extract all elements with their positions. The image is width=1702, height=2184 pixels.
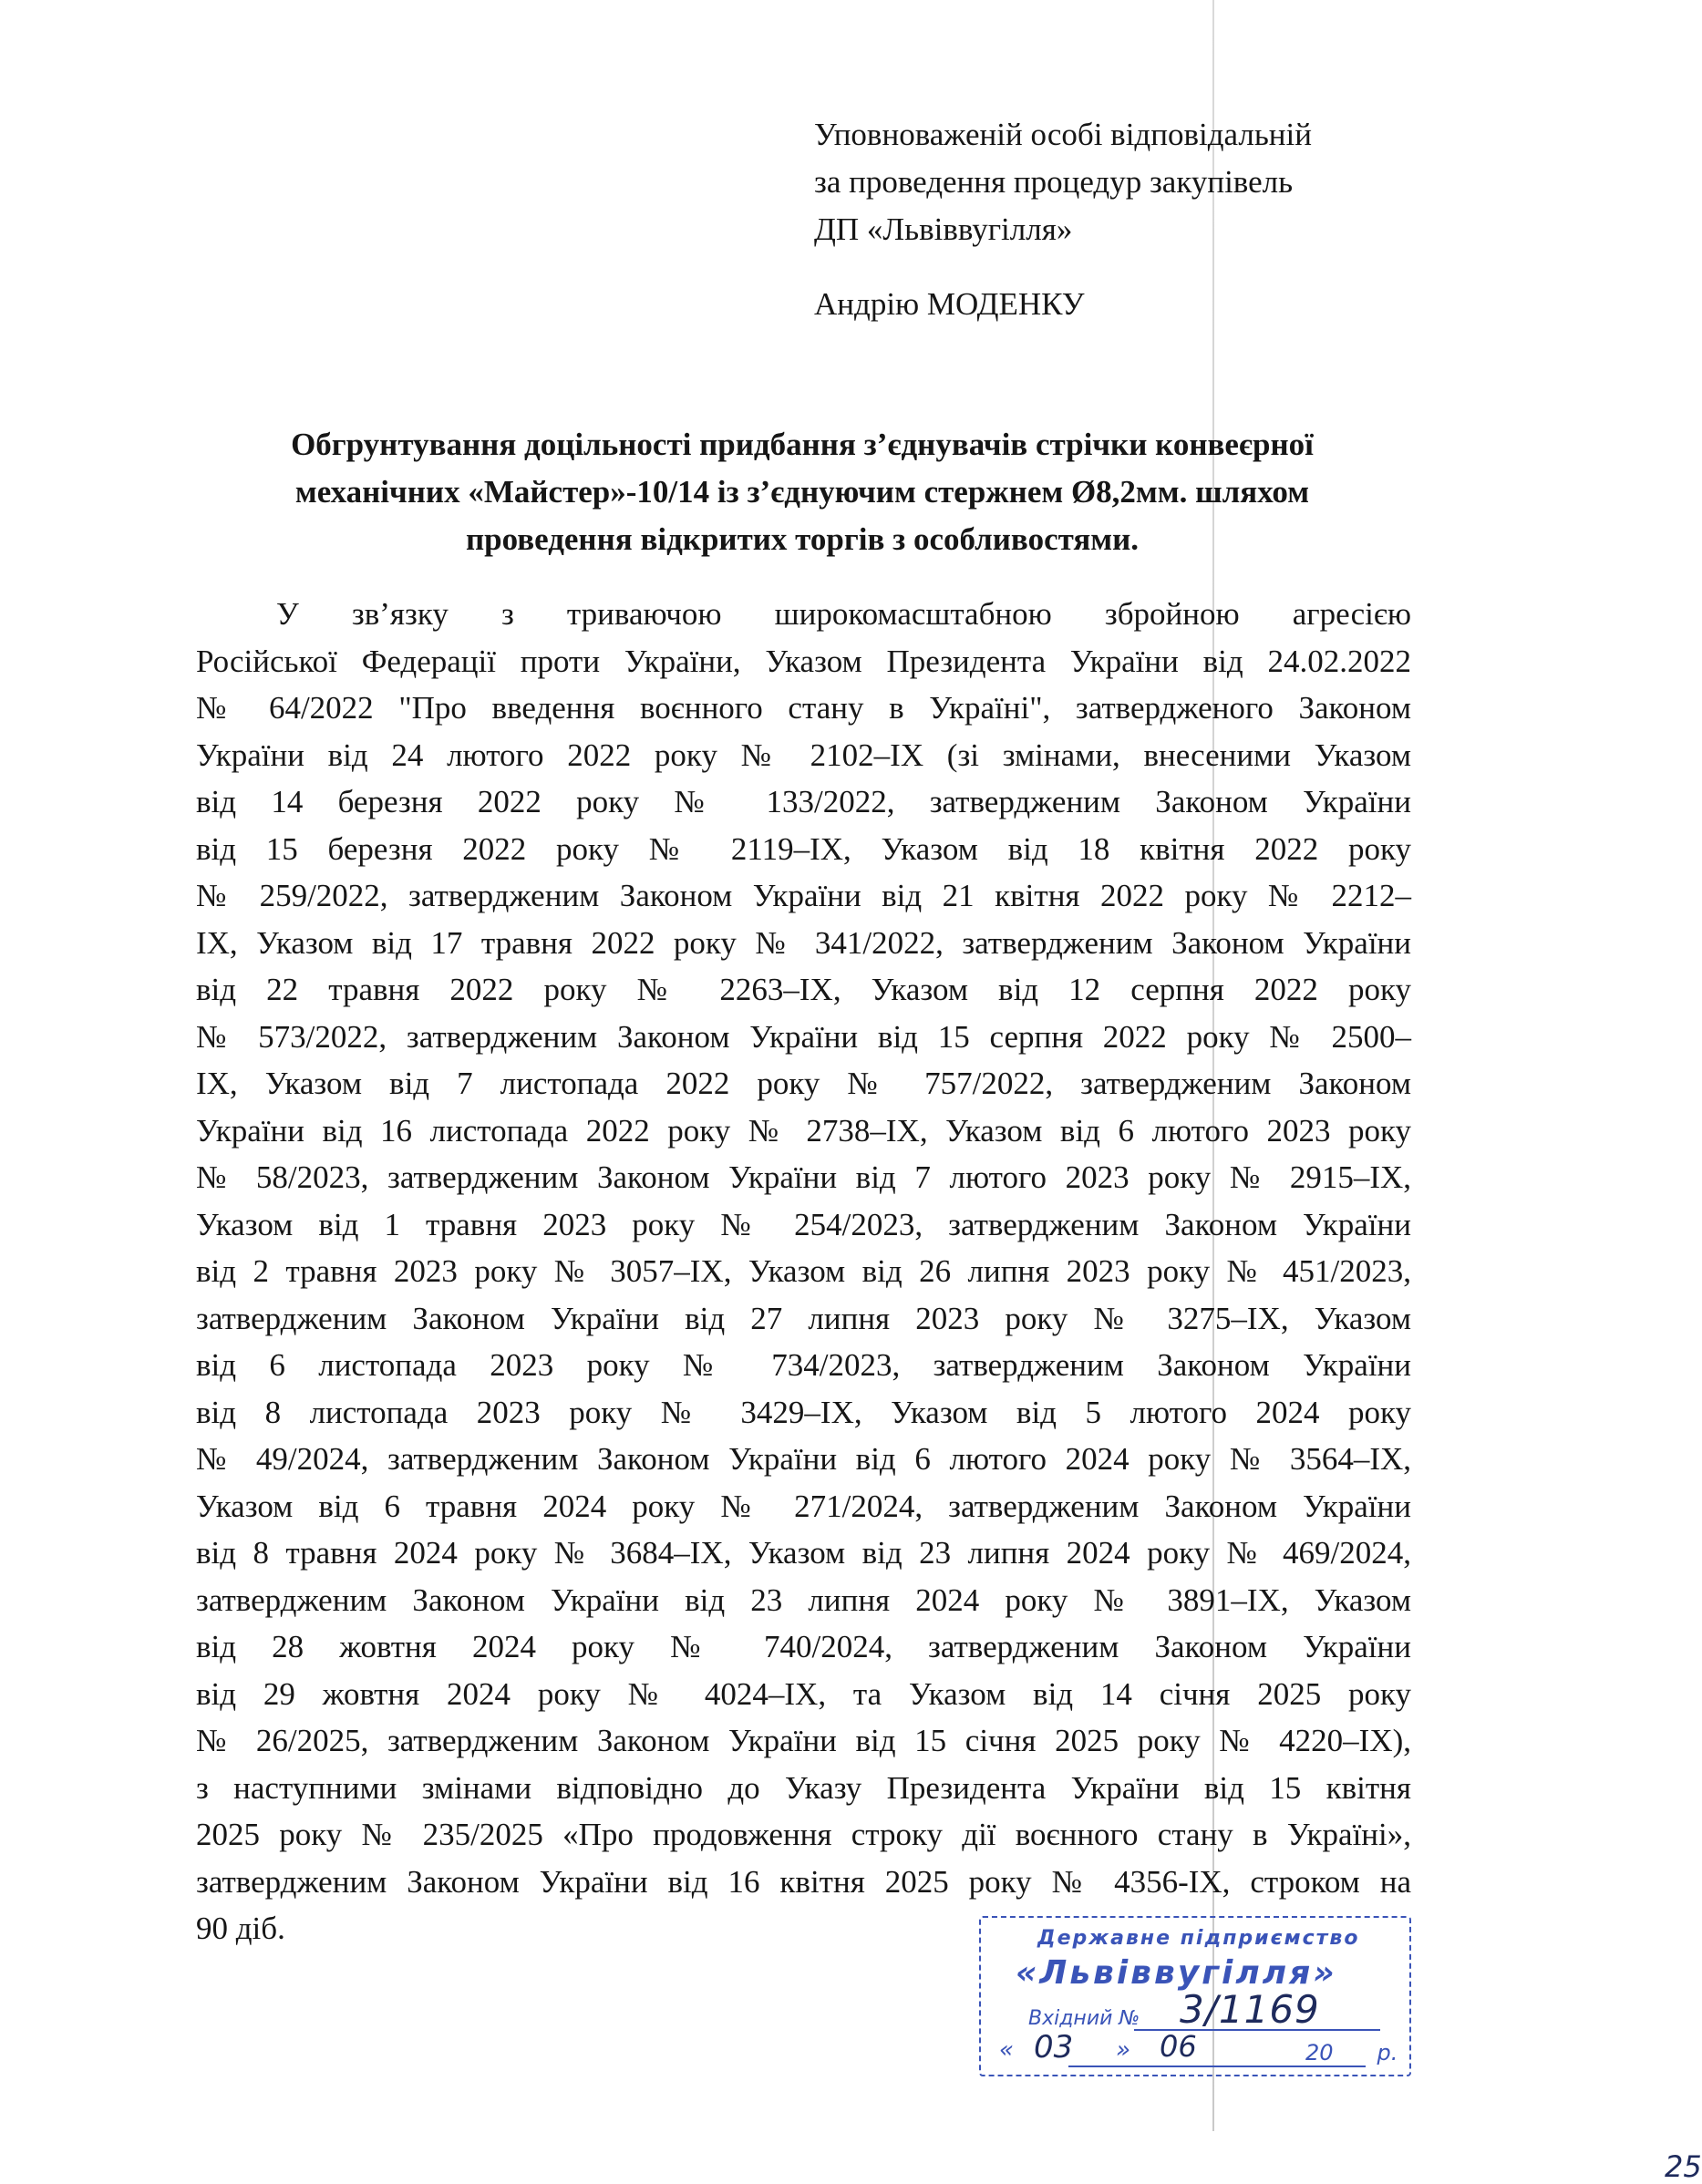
body-line: 2025 року № 235/2025 «Про продовження строку дії воєнного стану в Україні», — [196, 1817, 1411, 1852]
body-line: від 2 травня 2023 року № 3057–IX, Указом від 26 липня 2023 року № 451/2023, — [196, 1253, 1411, 1289]
stamp-date-rule — [1068, 2066, 1366, 2067]
body-line: № 49/2024, затвердженим Законом України від 6 лютого 2024 року № 3564–IX, — [196, 1441, 1411, 1477]
body-line: затвердженим Законом України від 23 липня 2024 року № 3891–IX, Указом — [196, 1581, 1411, 1618]
addressee-block — [814, 111, 1312, 328]
addressee-line: ДП «Львіввугілля» — [814, 211, 1073, 247]
body-line: IX, Указом від 17 травня 2022 року № 341/2022, затвердженим Законом України — [196, 924, 1411, 961]
stamp-reg-number: 3/1169 — [1180, 1987, 1320, 2032]
body-paragraph — [196, 591, 1411, 1952]
incoming-registration-stamp — [979, 1916, 1702, 2184]
body-line: IX, Указом від 7 листопада 2022 року № 757/2022, затвердженим Законом — [196, 1066, 1411, 1101]
body-line: від 14 березня 2022 року № 133/2022, затвердженим Законом України — [196, 784, 1411, 819]
stamp-year-prefix: 20 — [1305, 2040, 1334, 2066]
stamp-year-unit: р. — [1377, 2040, 1398, 2066]
title-line: Обгрунтування доцільності придбання з’єднувачів стрічки конвеєрної — [291, 427, 1314, 462]
body-line: № 58/2023, затвердженим Законом України від 7 лютого 2023 року № 2915–IX, — [196, 1159, 1411, 1195]
stamp-quote-open: « — [999, 2036, 1015, 2064]
body-line: України від 16 листопада 2022 року № 2738–IX, Указом від 6 лютого 2023 року — [196, 1112, 1411, 1149]
stamp-year-suffix: 25 — [1665, 2149, 1702, 2184]
stamp-quote-close: » — [1116, 2036, 1131, 2064]
stamp-year — [1305, 2040, 1702, 2184]
body-line: з наступними змінами відповідно до Указу Президента України від 15 квітня — [196, 1769, 1411, 1806]
body-line: затвердженим Законом України від 27 липня 2023 року № 3275–IX, Указом — [196, 1300, 1411, 1336]
addressee-name: Андрію МОДЕНКУ — [814, 286, 1085, 322]
addressee-line: Уповноваженій особі відповідальній — [814, 117, 1312, 152]
body-line: 90 діб. — [196, 1911, 285, 1946]
body-line: Указом від 1 травня 2023 року № 254/2023, затвердженим Законом України — [196, 1206, 1411, 1242]
body-line: Російської Федерації проти України, Указом Президента України від 24.02.2022 — [196, 643, 1411, 679]
body-line: від 8 травня 2024 року № 3684–IX, Указом від 23 липня 2024 року № 469/2024, — [196, 1535, 1411, 1571]
body-line: від 6 листопада 2023 року № 734/2023, затвердженим Законом України — [196, 1347, 1411, 1383]
addressee-line: за проведення процедур закупівель — [814, 164, 1294, 200]
document-title — [196, 421, 1408, 563]
stamp-incoming-label: Вхідний № — [1028, 2007, 1140, 2030]
body-line: затвердженим Законом України від 16 квітня 2025 року № 4356-IX, строком на — [196, 1863, 1411, 1900]
body-line: У зв’язку з триваючою широкомасштабною збройною агресією — [276, 596, 1411, 632]
body-line: від 28 жовтня 2024 року № 740/2024, затвердженим Законом України — [196, 1629, 1411, 1664]
stamp-org: Державне підприємство — [1037, 1927, 1360, 1950]
body-line: від 22 травня 2022 року № 2263–IX, Указом від 12 серпня 2022 року — [196, 972, 1411, 1007]
title-line: механічних «Майстер»-10/14 із з’єднуючим стержнем Ø8,2мм. шляхом — [294, 474, 1310, 510]
stamp-brand: «Львіввугілля» — [1016, 1954, 1337, 1992]
stamp-day: 03 — [1034, 2029, 1074, 2066]
body-line: № 259/2022, затвердженим Законом України від 21 квітня 2022 року № 2212– — [196, 878, 1411, 913]
body-line: № 26/2025, затвердженим Законом України від 15 січня 2025 року № 4220–IX), — [196, 1723, 1411, 1758]
body-line: № 573/2022, затвердженим Законом України від 15 серпня 2022 року № 2500– — [196, 1018, 1411, 1055]
body-line: Указом від 6 травня 2024 року № 271/2024, затвердженим Законом України — [196, 1488, 1411, 1524]
stamp-month: 06 — [1160, 2029, 1197, 2064]
body-line: від 15 березня 2022 року № 2119–IX, Указом від 18 квітня 2022 року — [196, 830, 1411, 867]
body-line: України від 24 лютого 2022 року № 2102–IX (зі змінами, внесеними Указом — [196, 737, 1411, 773]
body-line: від 8 листопада 2023 року № 3429–IX, Указом від 5 лютого 2024 року — [196, 1394, 1411, 1430]
body-line: від 29 жовтня 2024 року № 4024–IX, та Указом від 14 січня 2025 року — [196, 1675, 1411, 1712]
title-line: проведення відкритих торгів з особливостями. — [465, 521, 1140, 557]
body-line: № 64/2022 "Про введення воєнного стану в Україні", затвердженого Законом — [196, 690, 1411, 726]
